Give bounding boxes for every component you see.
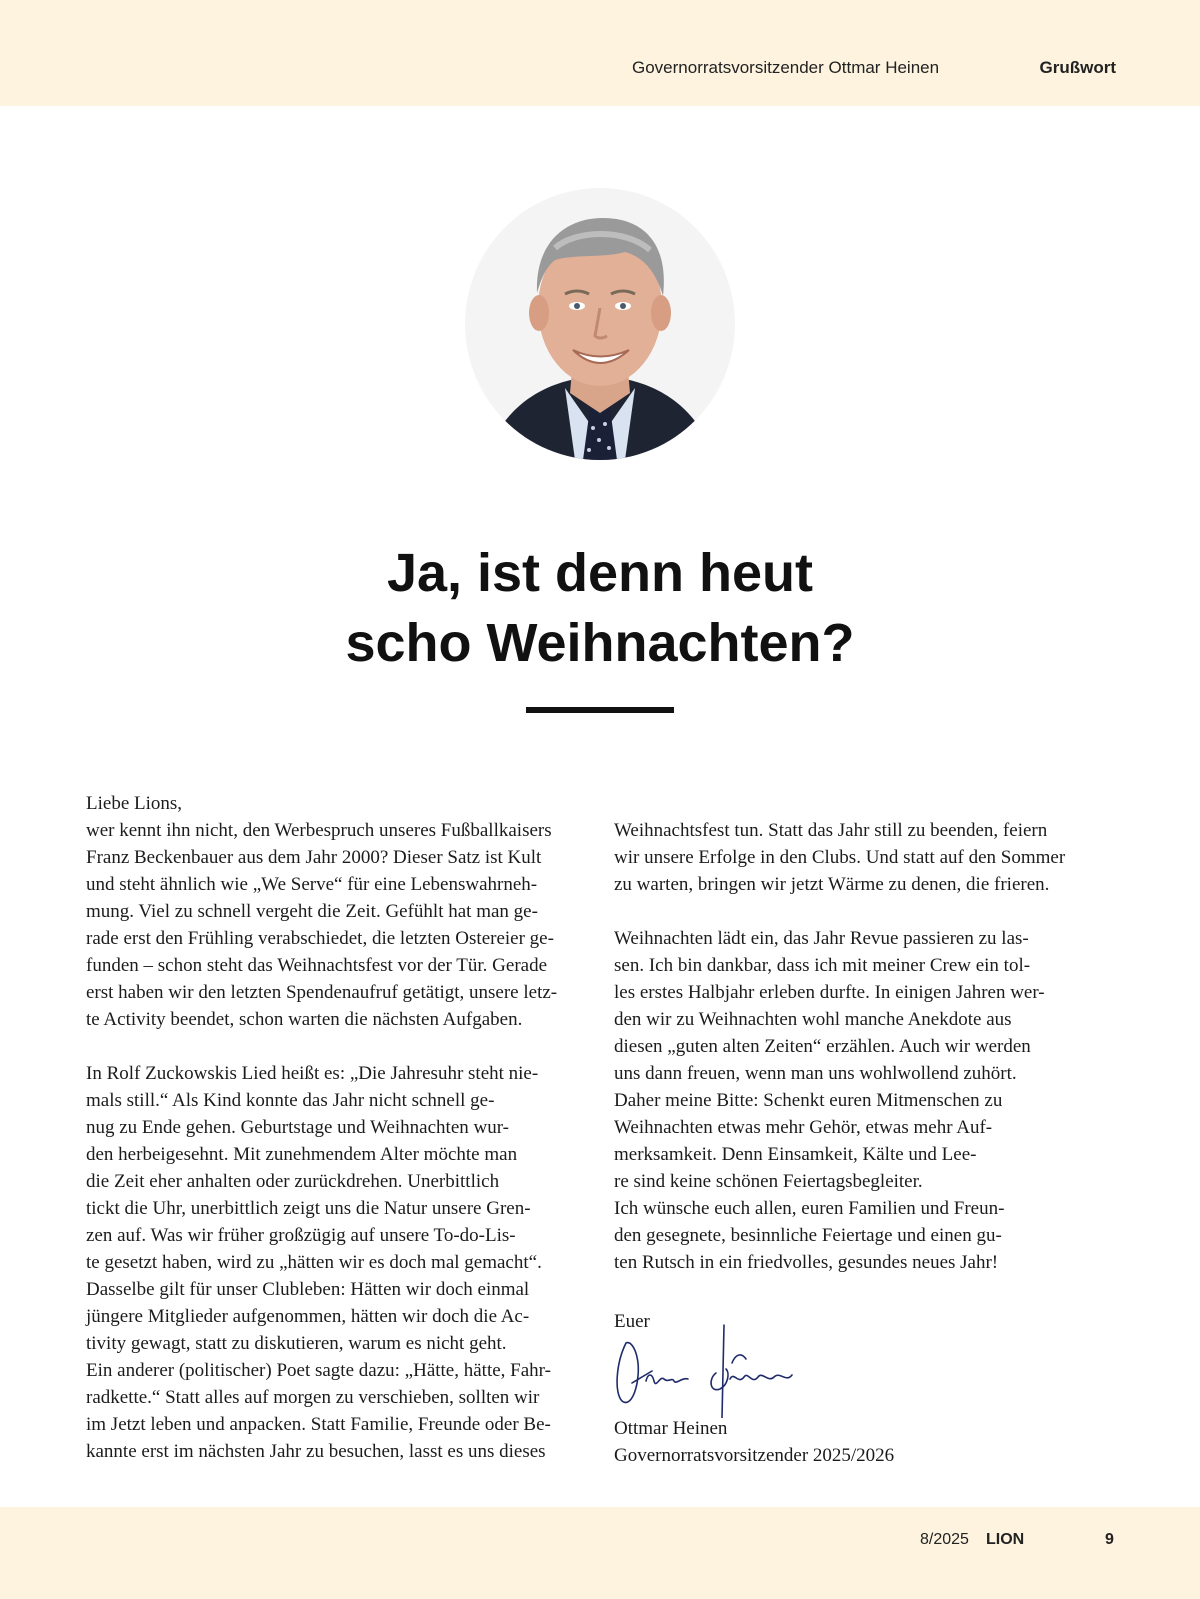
body-line: diesen „guten alten Zeiten“ erzählen. Auch wir werden [614, 1036, 1031, 1057]
body-line: te gesetzt haben, wird zu „hätten wir es doch mal gemacht“. [86, 1252, 542, 1273]
page-number: 9 [1105, 1531, 1114, 1548]
body-line: im Jetzt leben und anpacken. Statt Familie, Freunde oder Be- [86, 1414, 551, 1435]
issue-number: 8/2025 [920, 1531, 969, 1548]
signature-greeting: Euer [614, 1311, 650, 1332]
body-line: wer kennt ihn nicht, den Werbespruch unseres Fußballkaisers [86, 820, 552, 841]
running-header-title: Governorratsvorsitzender Ottmar Heinen [632, 58, 940, 77]
body-line: re sind keine schönen Feiertagsbegleiter. [614, 1171, 923, 1192]
body-line: Daher meine Bitte: Schenkt euren Mitmenschen zu [614, 1090, 1003, 1111]
body-line: nug zu Ende gehen. Geburtstage und Weihnachten wur- [86, 1117, 509, 1138]
body-line: tivity gewagt, statt zu diskutieren, warum es nicht geht. [86, 1333, 507, 1354]
headline-line-1: Ja, ist denn heut [386, 543, 814, 603]
body-line: und steht ähnlich wie „We Serve“ für eine Lebenswahrneh- [86, 874, 538, 895]
body-line: radkette.“ Statt alles auf morgen zu verschieben, sollten wir [86, 1387, 540, 1408]
body-line: jüngere Mitglieder aufgenommen, hätten wir doch die Ac- [86, 1306, 530, 1327]
body-column-left [86, 790, 606, 1465]
section-label: Grußwort [1039, 58, 1116, 77]
body-line: Weihnachtsfest tun. Statt das Jahr still zu beenden, feiern [614, 820, 1048, 841]
body-line: Ein anderer (politischer) Poet sagte dazu: „Hätte, hätte, Fahr- [86, 1360, 551, 1381]
signature-role: Governorratsvorsitzender 2025/2026 [614, 1445, 895, 1466]
body-line: den wir zu Weihnachten wohl manche Anekdote aus [614, 1009, 1012, 1030]
headline-line-2: scho Weihnachten? [345, 613, 855, 673]
body-column-right [614, 817, 1114, 1276]
footer-band [0, 1507, 1200, 1599]
body-line: sen. Ich bin dankbar, dass ich mit meiner Crew ein tol- [614, 955, 1031, 976]
body-line: den herbeigesehnt. Mit zunehmendem Alter möchte man [86, 1144, 518, 1165]
body-line: uns dann freuen, wenn man uns wohlwollend zuhört. [614, 1063, 1017, 1084]
paragraph-gap [86, 1033, 606, 1060]
body-line: Ich wünsche euch allen, euren Familien und Freun- [614, 1198, 1005, 1219]
body-line: die Zeit eher anhalten oder zurückdrehen. Unerbittlich [86, 1171, 500, 1192]
body-line: mals still.“ Als Kind konnte das Jahr nicht schnell ge- [86, 1090, 495, 1111]
portrait-illustration [465, 188, 735, 460]
body-line: Liebe Lions, [86, 793, 183, 814]
body-line: Weihnachten etwas mehr Gehör, etwas mehr Auf- [614, 1117, 993, 1138]
body-line: les erstes Halbjahr erleben durfte. In einigen Jahren wer- [614, 982, 1045, 1003]
body-line: zu warten, bringen wir jetzt Wärme zu denen, die frieren. [614, 874, 1050, 895]
paragraph-gap [614, 898, 1114, 925]
body-line: den gesegnete, besinnliche Feiertage und einen gu- [614, 1225, 1002, 1246]
body-line: merksamkeit. Denn Einsamkeit, Kälte und Lee- [614, 1144, 977, 1165]
body-line: zen auf. Was wir früher großzügig auf unsere To-do-Lis- [86, 1225, 516, 1246]
body-line: Dasselbe gilt für unser Clubleben: Hätten wir doch einmal [86, 1279, 530, 1300]
headline-divider [526, 707, 674, 713]
body-line: kannte erst im nächsten Jahr zu besuchen, lasst es uns dieses [86, 1441, 546, 1462]
header-band [0, 0, 1200, 106]
body-line: te Activity beendet, schon warten die nächsten Aufgaben. [86, 1009, 523, 1030]
body-line: Weihnachten lädt ein, das Jahr Revue passieren zu las- [614, 928, 1029, 949]
article-headline [0, 538, 1200, 678]
body-line: In Rolf Zuckowskis Lied heißt es: „Die Jahresuhr steht nie- [86, 1063, 539, 1084]
handwritten-signature [612, 1323, 802, 1418]
body-line: mung. Viel zu schnell vergeht die Zeit. Gefühlt hat man ge- [86, 901, 538, 922]
body-line: tickt die Uhr, unerbittlich zeigt uns die Natur unsere Gren- [86, 1198, 531, 1219]
body-line: funden – schon steht das Weihnachtsfest vor der Tür. Gerade [86, 955, 548, 976]
body-line: wir unsere Erfolge in den Clubs. Und statt auf den Sommer [614, 847, 1066, 868]
magazine-name: LION [986, 1531, 1025, 1548]
signature-name: Ottmar Heinen [614, 1418, 728, 1439]
body-line: ten Rutsch in ein friedvolles, gesundes neues Jahr! [614, 1252, 999, 1273]
body-line: Franz Beckenbauer aus dem Jahr 2000? Dieser Satz ist Kult [86, 847, 542, 868]
body-line: erst haben wir den letzten Spendenaufruf getätigt, unsere letz- [86, 982, 558, 1003]
author-portrait [465, 188, 735, 460]
body-line: rade erst den Frühling verabschiedet, die letzten Ostereier ge- [86, 928, 554, 949]
